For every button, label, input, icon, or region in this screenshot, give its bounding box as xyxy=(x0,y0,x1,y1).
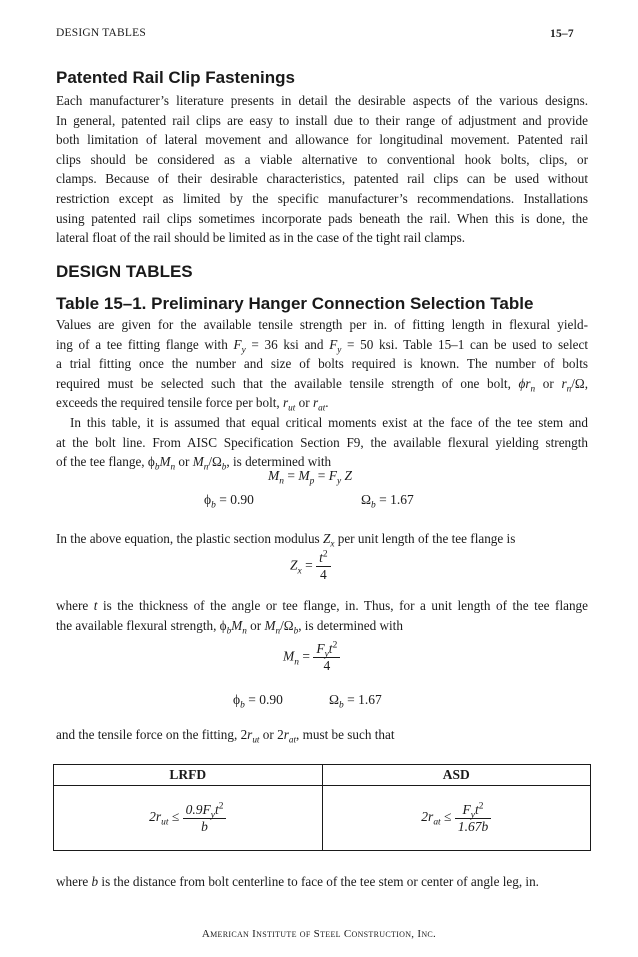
phi-value: = 0.90 xyxy=(215,492,254,507)
paragraph-tensile-force xyxy=(56,725,588,745)
denominator: 4 xyxy=(316,566,330,583)
paragraph-line xyxy=(56,529,588,549)
text-run: or xyxy=(295,395,313,411)
sub-x: x xyxy=(297,566,302,577)
sub-x: x xyxy=(330,538,335,549)
paragraph-line: In this table, it is assumed that equal critical moments exist at the face of the tee stem and xyxy=(70,415,588,430)
sub-y: y xyxy=(337,344,342,355)
text-run: exceeds the required tensile force per bolt, xyxy=(56,395,284,411)
sub-n: n xyxy=(170,461,176,472)
sub-n: n xyxy=(530,383,536,394)
sub-y: y xyxy=(324,649,329,660)
phi-value: = 0.90 xyxy=(244,692,283,707)
omega-symbol: Ω xyxy=(361,492,372,507)
equation-flexural-strength xyxy=(283,641,340,674)
text-run: = 50 ksi. Table 15–1 can be used to select xyxy=(341,336,588,352)
var-t: t xyxy=(328,641,333,656)
sub-y: y xyxy=(210,810,215,821)
text-run: is the distance from bolt centerline to face of the tee stem or center of angle leg, in. xyxy=(98,874,539,889)
sub-b: b xyxy=(211,500,216,511)
section-heading-design-tables: DESIGN TABLES xyxy=(56,262,193,281)
var-r: r xyxy=(283,395,289,411)
var-F: F xyxy=(329,336,338,352)
equals: = xyxy=(298,648,314,664)
text-run: where xyxy=(56,874,92,889)
fraction xyxy=(455,802,491,835)
numerator xyxy=(455,801,491,821)
var-b: b xyxy=(91,874,99,889)
paragraph-line: both limitation of lateral movement and allowance for longitudinal movement. Patented rail xyxy=(56,132,588,148)
paragraph-line xyxy=(56,596,588,616)
running-header-section: DESIGN TABLES xyxy=(56,27,146,39)
phi-symbol: ϕ xyxy=(204,492,212,507)
paragraph-line: clamps. Because of their desirable characteristics, patented rail clips can be used without xyxy=(56,171,588,187)
paragraph-intro xyxy=(56,315,588,413)
paragraph-line xyxy=(56,725,588,745)
paragraph-line: clips should be considered as a viable alternative to conventional hook bolts, clips, or xyxy=(56,151,588,167)
var-t: t xyxy=(319,550,323,565)
sub-at: at xyxy=(288,734,297,745)
var-F: F xyxy=(233,336,242,352)
var-1.67b: 1.67b xyxy=(457,818,489,834)
sub-at: at xyxy=(433,817,441,828)
paragraph-line: at the bolt line. From AISC Specification Section F9, the available flexural yielding strength xyxy=(56,434,588,450)
var-2r: 2r xyxy=(149,809,162,825)
text-run: of the tee flange, ϕ xyxy=(56,454,155,470)
sub-y: y xyxy=(241,344,246,355)
denominator xyxy=(183,818,227,835)
var-r: r xyxy=(312,395,319,411)
sub-ut: ut xyxy=(288,403,296,414)
text-run: , is determined with xyxy=(226,454,332,470)
var-M: M xyxy=(231,617,243,633)
sub-b: b xyxy=(339,700,344,711)
var-F: F xyxy=(328,468,337,483)
denominator xyxy=(455,818,491,835)
table-row xyxy=(54,786,591,851)
equals: = xyxy=(283,468,299,483)
text-run: is the thickness of the angle or tee flange, in. Thus, for a unit length of the tee flange xyxy=(97,598,589,613)
equation-plastic-moment xyxy=(268,468,353,487)
paragraph-line: restriction except as limited by the specific manufacturer’s recommendations. Installations xyxy=(56,190,588,206)
text-run: In the above equation, the plastic section modulus xyxy=(56,531,323,546)
var-t: t xyxy=(475,801,479,817)
text-run: /Ω xyxy=(208,454,222,470)
page-footer: American Institute of Steel Construction, Inc. xyxy=(201,928,437,940)
cell-lrfd-formula xyxy=(54,786,323,851)
var-F: F xyxy=(462,801,471,817)
sup-2: 2 xyxy=(478,801,484,811)
section-heading-rail-clip: Patented Rail Clip Fastenings xyxy=(56,68,295,87)
text-run: /Ω xyxy=(280,617,294,633)
cell-asd-formula xyxy=(322,786,591,851)
sub-p: p xyxy=(309,476,315,487)
omega-value: = 1.67 xyxy=(375,492,414,507)
sub-b: b xyxy=(240,700,245,711)
paragraph-rail-clip xyxy=(56,91,588,248)
text-run: or 2 xyxy=(259,727,284,742)
text-run: per unit length of the tee flange is xyxy=(334,531,516,546)
text-run: = 36 ksi and xyxy=(245,336,330,352)
sub-b: b xyxy=(221,461,227,472)
var-M: M xyxy=(298,468,310,483)
column-header-asd: ASD xyxy=(322,765,591,786)
text-run: or xyxy=(175,454,193,470)
paragraph-line xyxy=(56,616,588,636)
text-run: or xyxy=(535,375,562,391)
var-t: t xyxy=(214,801,219,817)
sub-n: n xyxy=(203,461,209,472)
sub-b: b xyxy=(154,461,160,472)
var-t: t xyxy=(93,598,98,613)
sub-n: n xyxy=(275,625,281,636)
paragraph-line xyxy=(56,393,588,413)
var-M: M xyxy=(283,648,295,664)
sup-2: 2 xyxy=(218,801,224,811)
text-run: or xyxy=(246,617,265,633)
omega-factor xyxy=(329,692,382,711)
text-run: the available flexural strength, ϕ xyxy=(56,617,227,633)
less-equal: ≤ xyxy=(168,809,183,825)
paragraph-line: In general, patented rail clips are easy to install due to their range of adjustment and provide xyxy=(56,112,588,128)
table-header-row xyxy=(54,765,591,786)
fraction xyxy=(313,641,340,674)
var-r: r xyxy=(283,727,289,742)
equals: = xyxy=(314,468,329,483)
paragraph-flexural xyxy=(56,413,588,472)
text-run: , must be such that xyxy=(296,727,395,742)
sup-2: 2 xyxy=(332,640,338,651)
omega-symbol: Ω xyxy=(329,692,340,707)
var-r: r xyxy=(561,375,567,391)
paragraph-section-modulus xyxy=(56,529,588,549)
omega-value: = 1.67 xyxy=(343,692,382,707)
sup-2: 2 xyxy=(322,549,328,560)
lrfd-formula xyxy=(149,801,226,834)
phi-factor xyxy=(204,492,254,511)
paragraph-thickness xyxy=(56,596,588,635)
var-M: M xyxy=(268,468,280,483)
fraction xyxy=(183,802,227,835)
text-run: ing of a tee fitting flange with xyxy=(56,336,234,352)
omega-factor xyxy=(361,492,414,511)
var-b: b xyxy=(201,818,208,834)
sub-y: y xyxy=(336,476,342,487)
equation-section-modulus xyxy=(290,550,331,583)
column-header-lrfd: LRFD xyxy=(54,765,323,786)
sub-n: n xyxy=(279,476,284,487)
var-F: F xyxy=(316,641,325,656)
var-M: M xyxy=(159,454,171,470)
text-run: , is determined with xyxy=(298,617,403,633)
numerator xyxy=(316,550,330,566)
text-run: required must be selected such that the available tensile strength of one bolt, xyxy=(56,375,519,391)
table-title: Table 15–1. Preliminary Hanger Connection Selection Table xyxy=(56,294,534,313)
text-run: . xyxy=(325,395,329,411)
sub-b: b xyxy=(226,625,232,636)
sub-at: at xyxy=(318,403,326,414)
sub-b: b xyxy=(371,500,376,511)
fraction xyxy=(316,550,330,583)
var-r: r xyxy=(247,727,253,742)
var-Z: Z xyxy=(341,468,353,483)
sub-ut: ut xyxy=(252,734,260,745)
lrfd-asd-table xyxy=(53,764,591,851)
paragraph-line: Values are given for the available tensile strength per in. of fitting length in flexural yield- xyxy=(56,317,588,332)
paragraph-line: Each manufacturer’s literature presents in detail the desirable aspects of the various designs. xyxy=(56,93,588,108)
text-run: where xyxy=(56,598,94,613)
asd-formula xyxy=(421,801,491,834)
text-run: /Ω, xyxy=(571,375,588,391)
sub-n: n xyxy=(242,625,247,636)
phi-symbol: ϕ xyxy=(233,692,241,707)
var-Z: Z xyxy=(322,531,331,546)
page-number: 15–7 xyxy=(550,28,574,40)
paragraph-b-definition xyxy=(56,872,588,892)
paragraph-line xyxy=(56,335,588,355)
var-Z: Z xyxy=(290,557,298,573)
var-M: M xyxy=(264,617,276,633)
sub-b: b xyxy=(293,625,299,636)
less-equal: ≤ xyxy=(440,809,455,825)
sub-ut: ut xyxy=(161,817,169,828)
paragraph-line xyxy=(56,872,588,892)
paragraph-line: a trial fitting once the number and size of bolts required is known. The number of bolts xyxy=(56,356,588,372)
denominator: 4 xyxy=(313,657,340,674)
paragraph-line: using patented rail clips sometimes incorporate pads beneath the rail. When this is done, the xyxy=(56,210,588,226)
var-M: M xyxy=(192,454,204,470)
numerator xyxy=(313,640,340,660)
paragraph-line xyxy=(56,374,588,394)
numerator xyxy=(183,801,227,821)
var-2r: 2r xyxy=(421,809,434,825)
sub-n: n xyxy=(566,383,572,394)
sub-y: y xyxy=(470,810,475,821)
text-run: and the tensile force on the fitting, 2 xyxy=(56,727,248,742)
var-0.9F: 0.9F xyxy=(185,801,211,817)
equals: = xyxy=(301,557,317,573)
sub-n: n xyxy=(294,657,299,668)
var-phi-r: ϕr xyxy=(518,375,531,391)
phi-factor xyxy=(233,692,283,711)
paragraph-line: lateral float of the rail should be limited as in the case of the tight rail clamps. xyxy=(56,230,466,246)
